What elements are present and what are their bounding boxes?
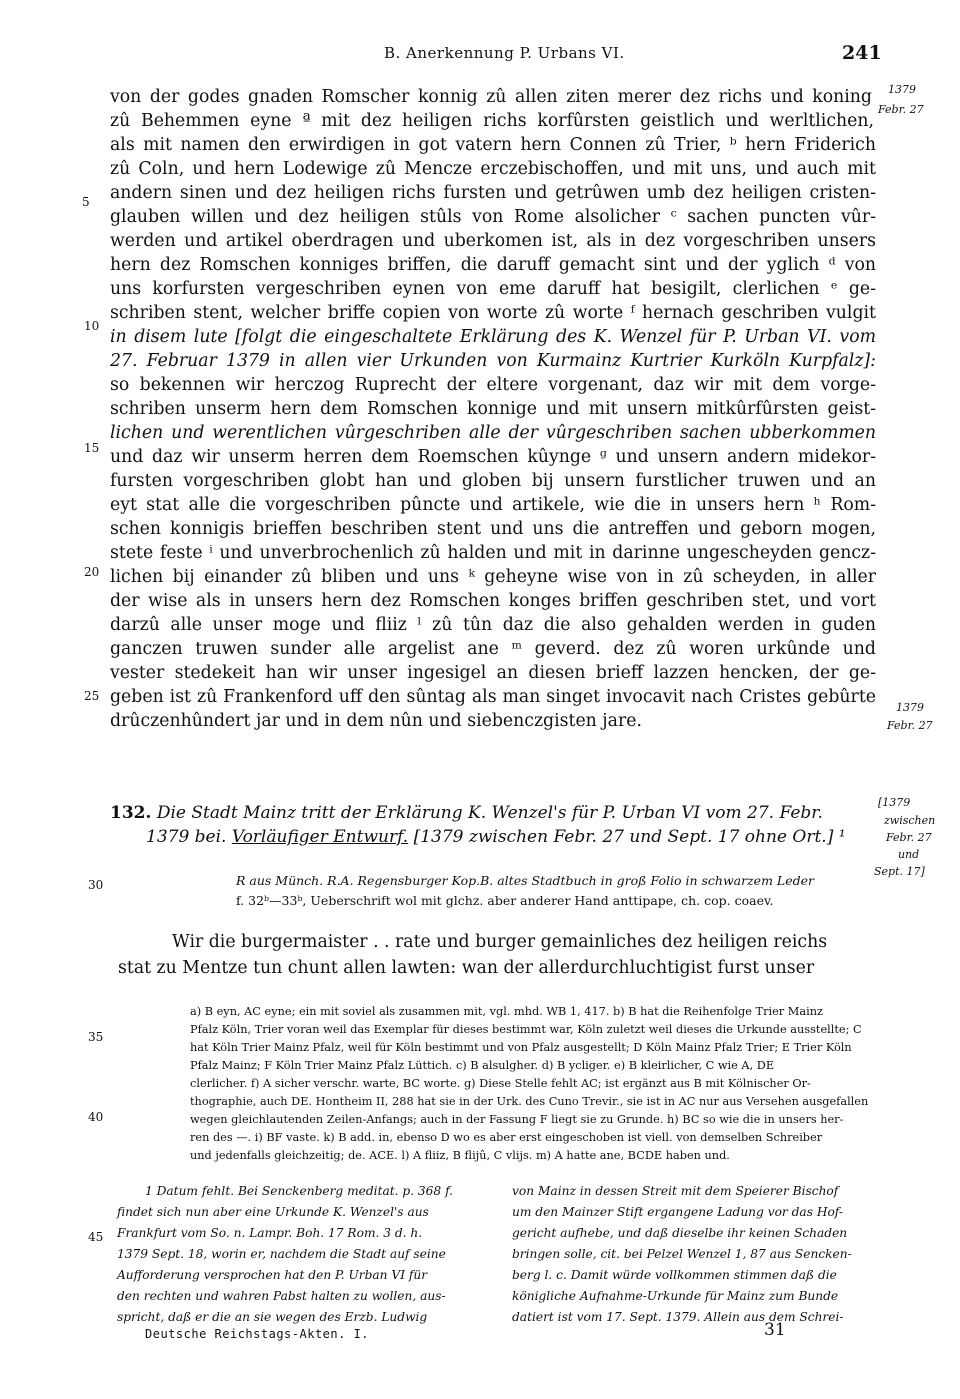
- footnotes-right: [512, 1182, 912, 1332]
- apparatus-line: wegen gleichlautenden Zeilen-Anfangs; auch in der Fassung F liegt sie zu Grunde. h) BC so wie die in unsers her-: [190, 1113, 844, 1126]
- text-line: schriben unserm hern dem Romschen konnige und mit unsern mitkûrfûrsten geist-: [110, 399, 876, 419]
- footnote-line: 1379 Sept. 18, worin er, nachdem die Stadt auf seine: [117, 1247, 446, 1261]
- apparatus-line: a) B eyn, AC eyne; ein mit soviel als zusammen mit, vgl. mhd. WB 1, 417. b) B hat die Reihenfolge Trier Mainz: [190, 1005, 823, 1018]
- source-line: R aus Münch. R.A. Regensburger Kop.B. altes Stadtbuch in groß Folio in schwarzem Leder: [236, 873, 814, 888]
- section-body-line: Wir die burgermaister . . rate und burger gemainliches dez heiligen reichs: [172, 932, 828, 952]
- section-date: [1379 zwischen Febr. 27 und Sept. 17 ohne Ort.] ¹: [413, 827, 846, 847]
- line-number: 45: [88, 1230, 104, 1244]
- section-number: 132.: [110, 803, 152, 823]
- footnote-line: datiert ist vom 17. Sept. 1379. Allein aus dem Schrei-: [512, 1310, 844, 1324]
- line-number: 40: [88, 1110, 104, 1124]
- footnote-line: den rechten und wahren Pabst halten zu wollen, aus-: [117, 1289, 446, 1303]
- text-line: lichen bij einander zû bliben und uns ᵏ geheyne wise von in zû scheyden, in aller: [110, 567, 876, 587]
- text-line: 27. Februar 1379 in allen vier Urkunden von Kurmainz Kurtrier Kurköln Kurpfalz]:: [110, 351, 876, 371]
- line-number: 30: [88, 878, 104, 892]
- margin-note: Febr. 27: [887, 719, 933, 732]
- text-line: uns korfursten vergeschriben eynen von eme daruff hat besigilt, clerlichen ᵉ ge-: [110, 279, 876, 299]
- footnote-line: spricht, daß er die an sie wegen des Erzb. Ludwig: [117, 1310, 428, 1324]
- text-line: werden und artikel oberdragen und uberkomen ist, als in dez vorgeschriben unsers: [110, 231, 876, 251]
- text-line: der wise als in unsers hern dez Romschen konges briffen geschriben stet, und vort: [110, 591, 876, 611]
- text-line: zû Behemmen eyne ª mit dez heiligen richs korfûrsten geistlich und werltlichen,: [110, 111, 874, 131]
- footnote-line: von Mainz in dessen Streit mit dem Speierer Bischof: [512, 1184, 839, 1198]
- text-line: ganczen truwen sunder alle argelist ane ᵐ geverd. dez zû woren urkûnde und: [110, 639, 876, 659]
- text-line: fursten vorgeschriben globt han und globen bij unsern furstlicher truwen und an: [110, 471, 876, 491]
- footnote-line: berg l. c. Damit würde vollkommen stimmen daß die: [512, 1268, 837, 1282]
- footnote-line: bringen solle, cit. bei Pelzel Wenzel 1, 87 aus Sencken-: [512, 1247, 852, 1261]
- running-title: B. Anerkennung P. Urbans VI.: [384, 44, 625, 62]
- text-line: geben ist zû Frankenford uff den sûntag als man singet invocavit nach Cristes gebûrte: [110, 687, 876, 707]
- text-line: glauben willen und dez heiligen stûls von Rome alsolicher ᶜ sachen puncten vûr-: [110, 207, 876, 227]
- apparatus-line: thographie, auch DE. Hontheim II, 288 hat sie in der Urk. des Cuno Trevir., sie ist in AC nur aus Versehen ausgefallen: [190, 1095, 869, 1108]
- text-line: schen konnigis brieffen beschriben stent und uns die antreffen und geborn mogen,: [110, 519, 876, 539]
- section-heading: [110, 802, 823, 824]
- text-line: darzû alle unser moge und fliiz ˡ zû tûn daz die also gehalden werden in guden: [110, 615, 876, 635]
- page-number: 241: [842, 42, 882, 64]
- text-line: von der godes gnaden Romscher konnig zû allen ziten merer dez richs und koning: [110, 87, 872, 107]
- running-head: [0, 44, 960, 68]
- line-number: 10: [84, 319, 100, 333]
- footer-signature: 31: [764, 1320, 786, 1340]
- section-heading-line2: [146, 826, 846, 848]
- footer-series-title: Deutsche Reichstags-Akten. I.: [145, 1327, 370, 1341]
- line-number: 15: [84, 441, 100, 455]
- apparatus-line: Pfalz Mainz; F Köln Trier Mainz Pfalz Lüttich. c) B alsulgher. d) B ycliger. e) B kleirlicher, C wie A, DE: [190, 1059, 775, 1072]
- text-line: andern sinen und dez heiligen richs fursten und getrûwen umb dez heiligen cristen-: [110, 183, 876, 203]
- footnote-line: Aufforderung versprochen hat den P. Urban VI für: [117, 1268, 428, 1282]
- margin-note: 1379: [888, 83, 916, 96]
- text-line: so bekennen wir herczog Ruprecht der eltere vorgenant, daz wir mit dem vorge-: [110, 375, 876, 395]
- text-line: zû Coln, und hern Lodewige zû Mencze erczebischoffen, und mit uns, und auch mit: [110, 159, 876, 179]
- margin-note: 1379: [896, 701, 924, 714]
- section-title-cont: 1379 bei.: [146, 827, 227, 847]
- section-body-line: stat zu Mentze tun chunt allen lawten: wan der allerdurchluchtigist furst unser: [118, 958, 815, 978]
- text-line: schriben stent, welcher briffe copien von worte zû worte ᶠ hernach geschriben vulgit: [110, 303, 876, 323]
- line-number: 20: [84, 565, 100, 579]
- text-line: drûczenhûndert jar und in dem nûn und siebenczgisten jare.: [110, 711, 642, 731]
- critical-apparatus: [190, 1004, 890, 1164]
- footnote-line: 1 Datum fehlt. Bei Senckenberg meditat. p. 368 f.: [145, 1184, 454, 1198]
- footnote-line: findet sich nun aber eine Urkunde K. Wenzel's aus: [117, 1205, 429, 1219]
- line-number: 5: [82, 195, 90, 209]
- margin-note: Febr. 27: [886, 831, 932, 844]
- apparatus-line: Pfalz Köln, Trier voran weil das Exemplar für dieses bestimmt war, Köln zuletzt weil dieses die Urkunde ausstellte; C: [190, 1023, 862, 1036]
- text-line: lichen und werentlichen vûrgeschriben alle der vûrgeschriben sachen ubberkommen: [110, 423, 876, 443]
- margin-note: und: [898, 848, 920, 861]
- source-line: f. 32ᵇ—33ᵇ, Ueberschrift wol mit glchz. aber anderer Hand anttipape, ch. cop. coaev.: [236, 893, 774, 908]
- footnote-line: gericht aufhebe, und daß dieselbe ihr keinen Schaden: [512, 1226, 848, 1240]
- text-line: hern dez Romschen konniges briffen, die daruff gemacht sint und der yglich ᵈ von: [110, 255, 876, 275]
- text-line: stete feste ⁱ und unverbrochenlich zû halden und mit in darinne ungescheyden gencz-: [110, 543, 876, 563]
- footnotes-left: [112, 1182, 492, 1332]
- margin-note: Febr. 27: [878, 103, 924, 116]
- text-line: als mit namen den erwirdigen in got vatern hern Connen zû Trier, ᵇ hern Friderich: [110, 135, 876, 155]
- text-line: in disem lute [folgt die eingeschaltete Erklärung des K. Wenzel für P. Urban VI. vom: [110, 327, 876, 347]
- apparatus-line: hat Köln Trier Mainz Pfalz, weil für Köln bestimmt und von Pfalz ausgestellt; D Köln Mainz Pfalz Trier; E Trier Köln: [190, 1041, 852, 1054]
- margin-note: zwischen: [884, 814, 936, 827]
- text-line: vester stedekeit han wir unser ingesigel an diesen brieff lazzen hencken, der ge-: [110, 663, 876, 683]
- section-title: Die Stadt Mainz tritt der Erklärung K. Wenzel's für P. Urban VI vom 27. Febr.: [156, 803, 823, 823]
- apparatus-line: ren des —. i) BF vaste. k) B add. in, ebenso D wo es aber erst eingeschoben ist viell. von demselben Schreiber: [190, 1131, 823, 1144]
- footnote-line: um den Mainzer Stift ergangene Ladung vor das Hof-: [512, 1205, 843, 1219]
- line-number: 35: [88, 1030, 104, 1044]
- text-line: eyt stat alle die vorgeschriben pûncte und artikele, wie die in unsers hern ʰ Rom-: [110, 495, 876, 515]
- margin-note: Sept. 17]: [874, 865, 925, 878]
- footnote-line: königliche Aufnahme-Urkunde für Mainz zum Bunde: [512, 1289, 839, 1303]
- text-line: und daz wir unserm herren dem Roemschen kûynge ᵍ und unsern andern midekor-: [110, 447, 876, 467]
- section-draft-label: Vorläufiger Entwurf.: [231, 827, 409, 847]
- line-number: 25: [84, 689, 100, 703]
- margin-note: [1379: [878, 796, 911, 809]
- apparatus-line: und jedenfalls gleichzeitig; de. ACE. l) A fliiz, B flijû, C vlijs. m) A hatte ane, BCDE haben und.: [190, 1149, 730, 1162]
- apparatus-line: clerlicher. f) A sicher verschr. warte, BC worte. g) Diese Stelle fehlt AC; ist ergänzt aus B mit Kölnischer Or-: [190, 1077, 811, 1090]
- footnote-line: Frankfurt vom So. n. Lampr. Boh. 17 Rom. 3 d. h.: [117, 1226, 423, 1240]
